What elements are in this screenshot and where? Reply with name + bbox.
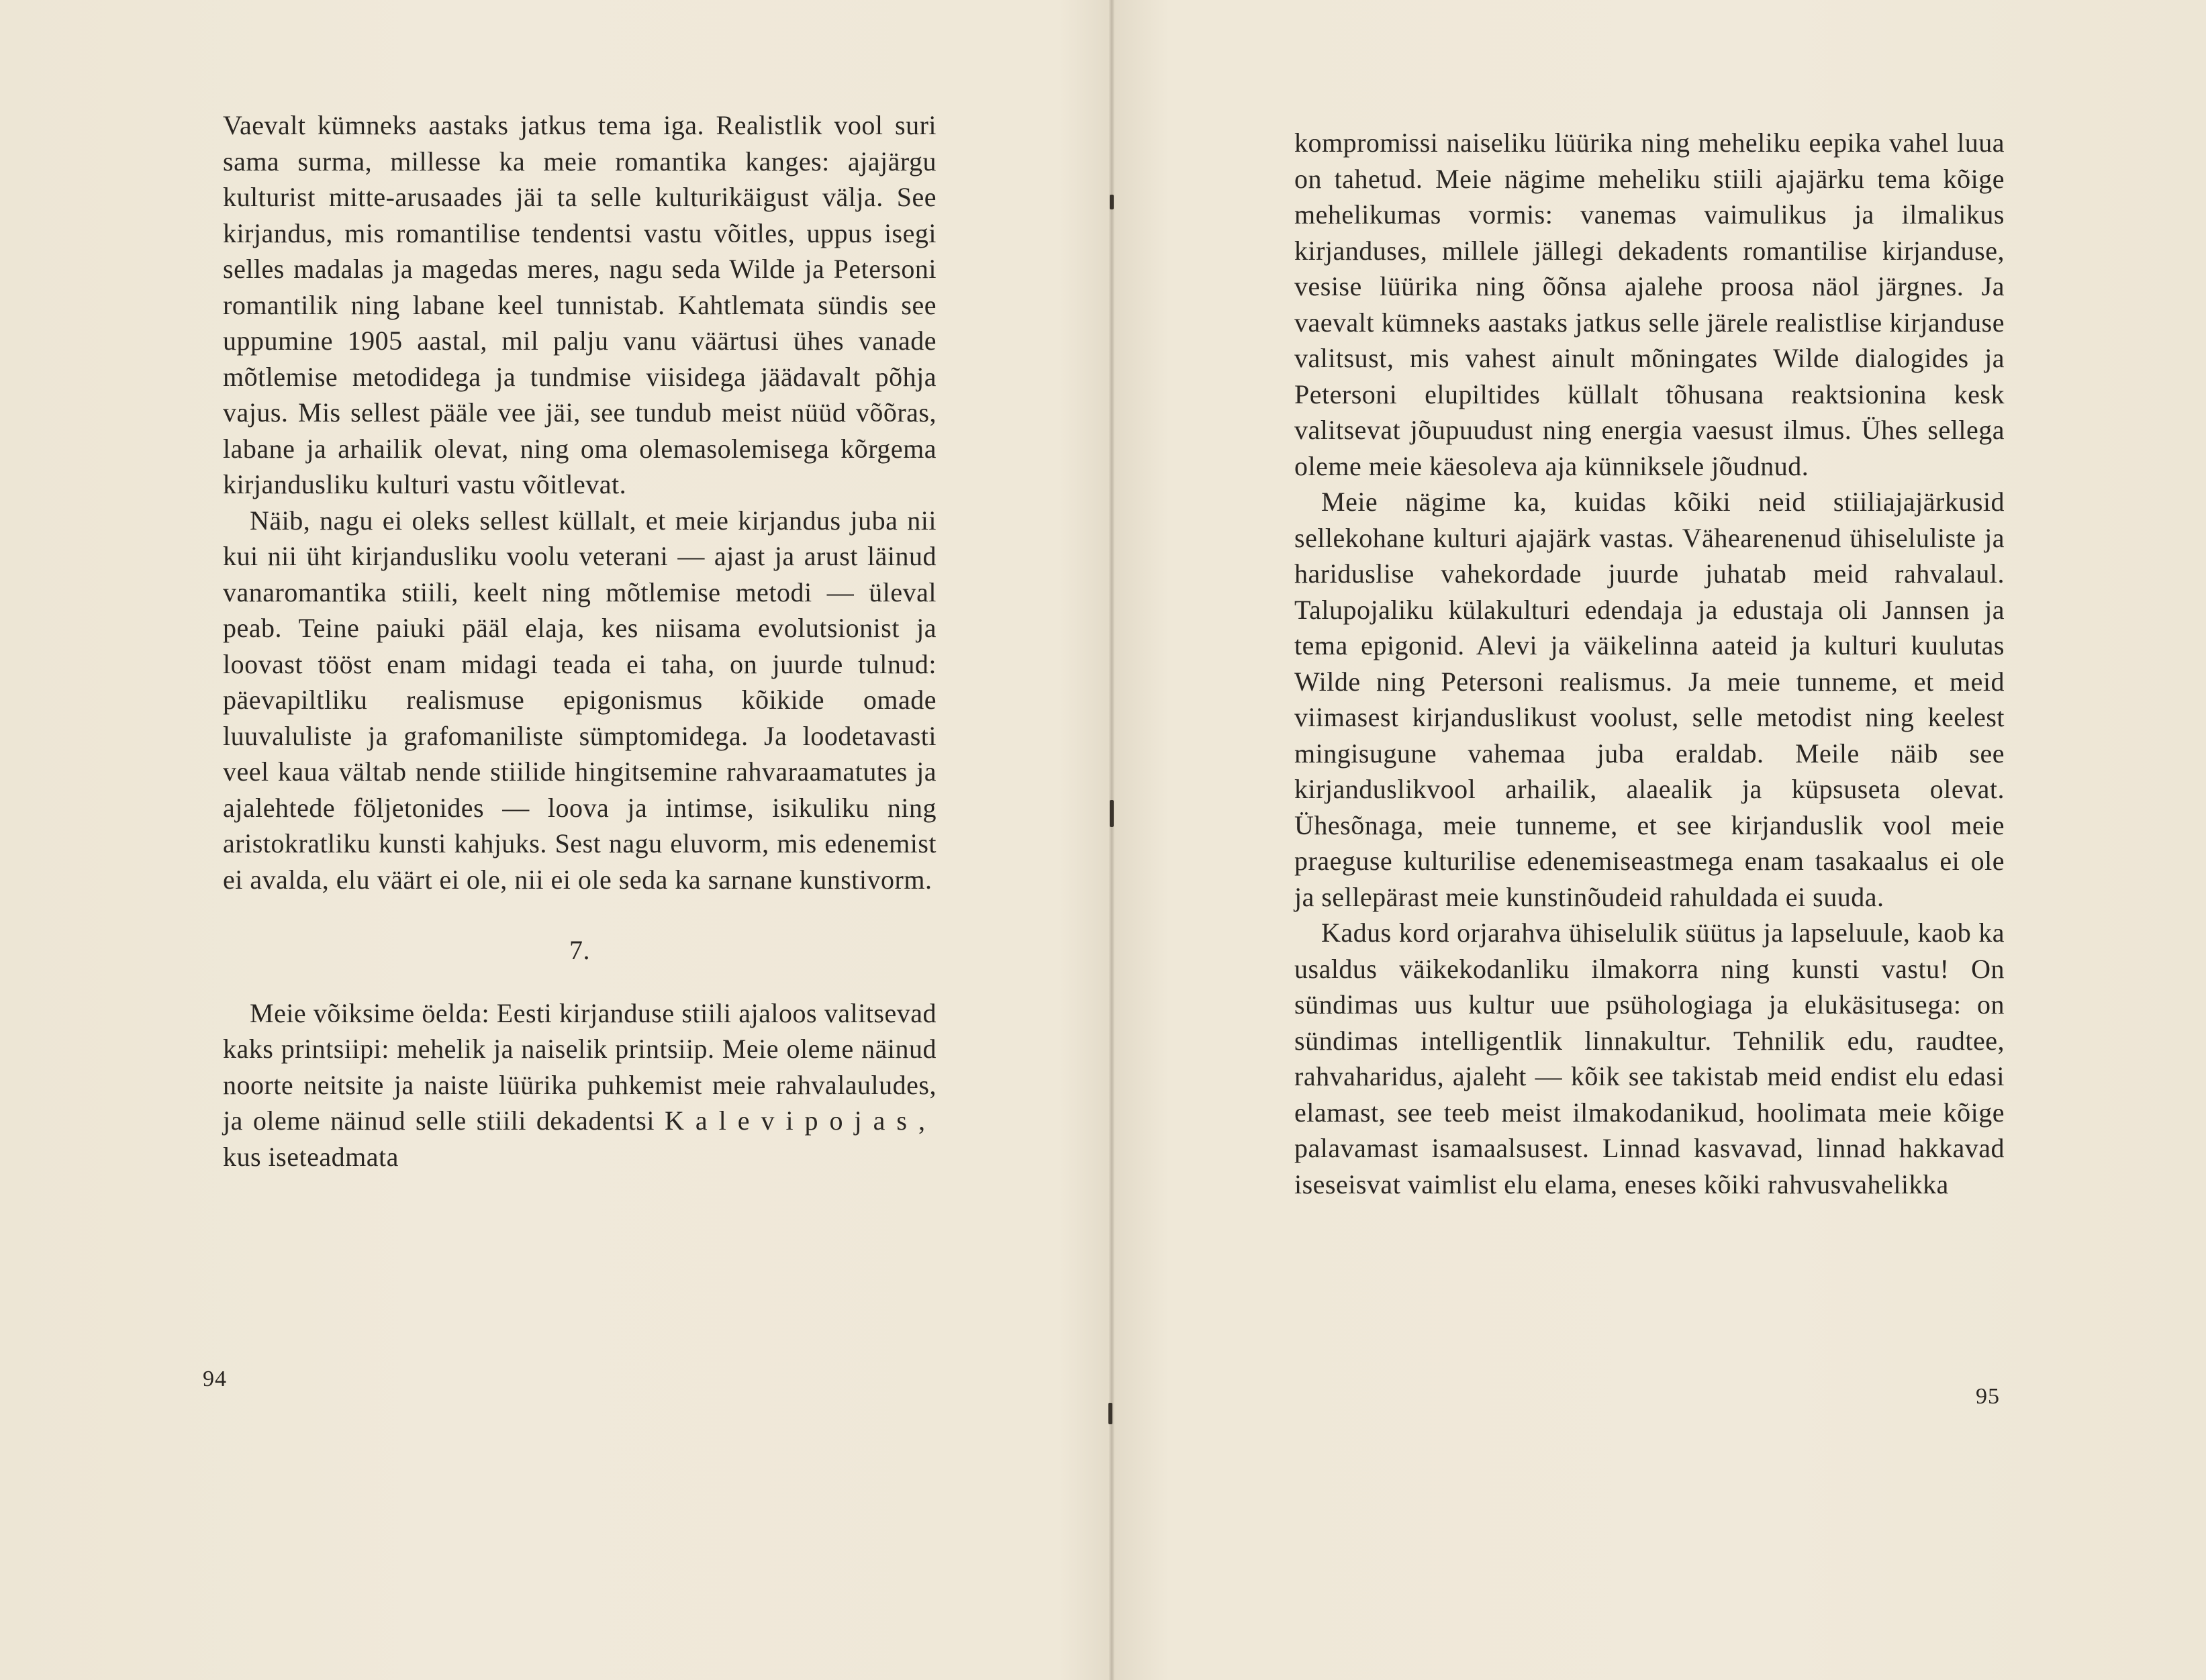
section-number: 7. — [569, 935, 590, 965]
paragraph: Vaevalt kümneks aastaks jatkus tema iga. Realistlik vool suri sama surma, millesse ka meie romantika kanges: ajajärgu kulturist mitte-arusaades jäi ta selle kulturikäigust välja. See kirjandus, mis romantilise tendentsi vastu võitles, uppus isegi selles madalas ja magedas meres, nagu seda Wilde ja Petersoni romantilik ning labane keel tunnistab. Kahtlemata sündis see uppumine 1905 aastal, mil palju vanu väärtusi ühes vanade mõtlemise metodidega ja tundmise viisidega jäädavalt põhja vajus. Mis sellest pääle vee jäi, see tundub meist nüüd võõras, labane ja arhailik olevat, ning oma olemasolemisega kõrgema kirjandusliku kulturi vastu võitlevat. — [223, 110, 937, 499]
right-page-text — [1294, 125, 2005, 1202]
paragraph — [223, 995, 937, 1175]
paragraph: kompromissi naiseliku lüürika ning meheliku eepika vahel luua on tahetud. Meie nägime meheliku stiili ajajärku tema kõige mehelikumas vormis: vanemas vaimulikus ja ilmalikus kirjanduses, millele jällegi dekadents romantilise kirjanduse, vesise lüürika ning õõnsa ajalehe proosa näol järgnes. Ja vaevalt kümneks aastaks jatkus selle järele realistlise kirjanduse valitsust, mis vahest ainult mõningates Wilde dialogides ja Petersoni elupiltides küllalt tõhusana reaktsionina kesk valitsevat jõupuudust ning energia vaesust ilmus. Ühes sellega oleme meie käesoleva aja künniksele jõudnud. — [1294, 128, 2005, 481]
paragraph-text: kus iseteadmata — [223, 1141, 399, 1172]
spaced-title-kalevipoeg: Kalevipojas, — [664, 1105, 937, 1136]
left-page-text — [223, 107, 937, 1175]
paragraph: Kadus kord orjarahva ühiselulik süütus ja lapseluule, kaob ka usaldus väikekodanliku ilmakorra ning kunsti vastu! On sündimas uus kultur uue psühologiaga ja elukäsitusega: on sündimas intelligentlik linnakultur. Tehnilik edu, raudtee, rahvaharidus, ajaleht — kõik see takistab meid endist elu edasi elamast, see teeb meist ilmakodanikud, hoolimata meie kõige palavamast isamaalsusest. Linnad kasvavad, linnad hakkavad iseseisvat vaimlist elu elama, eneses kõiki rahvusvahelikka — [1294, 918, 2005, 1199]
paragraph: Näib, nagu ei oleks sellest küllalt, et meie kirjandus juba nii kui nii üht kirjandusliku voolu veterani — ajast ja arust läinud vanaromantika stiili, keelt ning mõtlemise metodi — üleval peab. Teine paiuki pääl elaja, kes niisama evolutsionist ja loovast tööst enam midagi teada ei taha, on juurde tulnud: päevapiltliku realismuse epigonismus kõikide omade luuvaluliste ja grafomaniliste sümptomidega. Ja loodetavasti veel kaua vältab nende stiilide hingitsemine rahvaraamatutes ja ajalehtede följetonides — loova ja intimse, isikuliku ning aristokratliku kunsti kahjuks. Sest nagu eluvorm, mis edenemist ei avalda, elu väärt ei ole, nii ei ole seda ka sarnane kunstivorm. — [223, 505, 937, 895]
page-number: 94 — [203, 1367, 227, 1391]
right-page — [1103, 0, 2206, 1680]
paragraph: Meie nägime ka, kuidas kõiki neid stiiliajajärkusid sellekohane kulturi ajajärk vastas. Vähearenenud ühiseluliste ja hariduslise vahekordade juurde juhatab meid rahvalaul. Talupojaliku külakulturi edendaja ja edustaja oli Jannsen ja tema epigonid. Alevi ja väikelinna aateid ja kulturi kuulutas Wilde ning Petersoni realismus. Ja meie tunneme, et meid viimasest kirjanduslikust voolust, selle metodist ning keelest mingisugune vahemaa juba eraldab. Meile näib see kirjanduslikvool arhailik, alaealik ja küpsuseta olevat. Ühesõnaga, meie tunneme, et see kirjanduslik vool meie praeguse kulturilise edenemiseastmega enam tasakaalus ei ole ja sellepärast meie kunstinõudeid rahuldada ei suuda. — [1294, 487, 2005, 912]
page-number: 95 — [1976, 1384, 2000, 1409]
paragraph-text: Meie võiksime öelda: Eesti kirjanduse stiili ajaloos valitsevad kaks printsiipi: mehelik ja naiselik printsiip. Meie oleme näinud noorte neitsite ja naiste lüürika puhkemist meie rahvalauludes, ja oleme näinud selle stiili dekadentsi — [223, 997, 937, 1136]
